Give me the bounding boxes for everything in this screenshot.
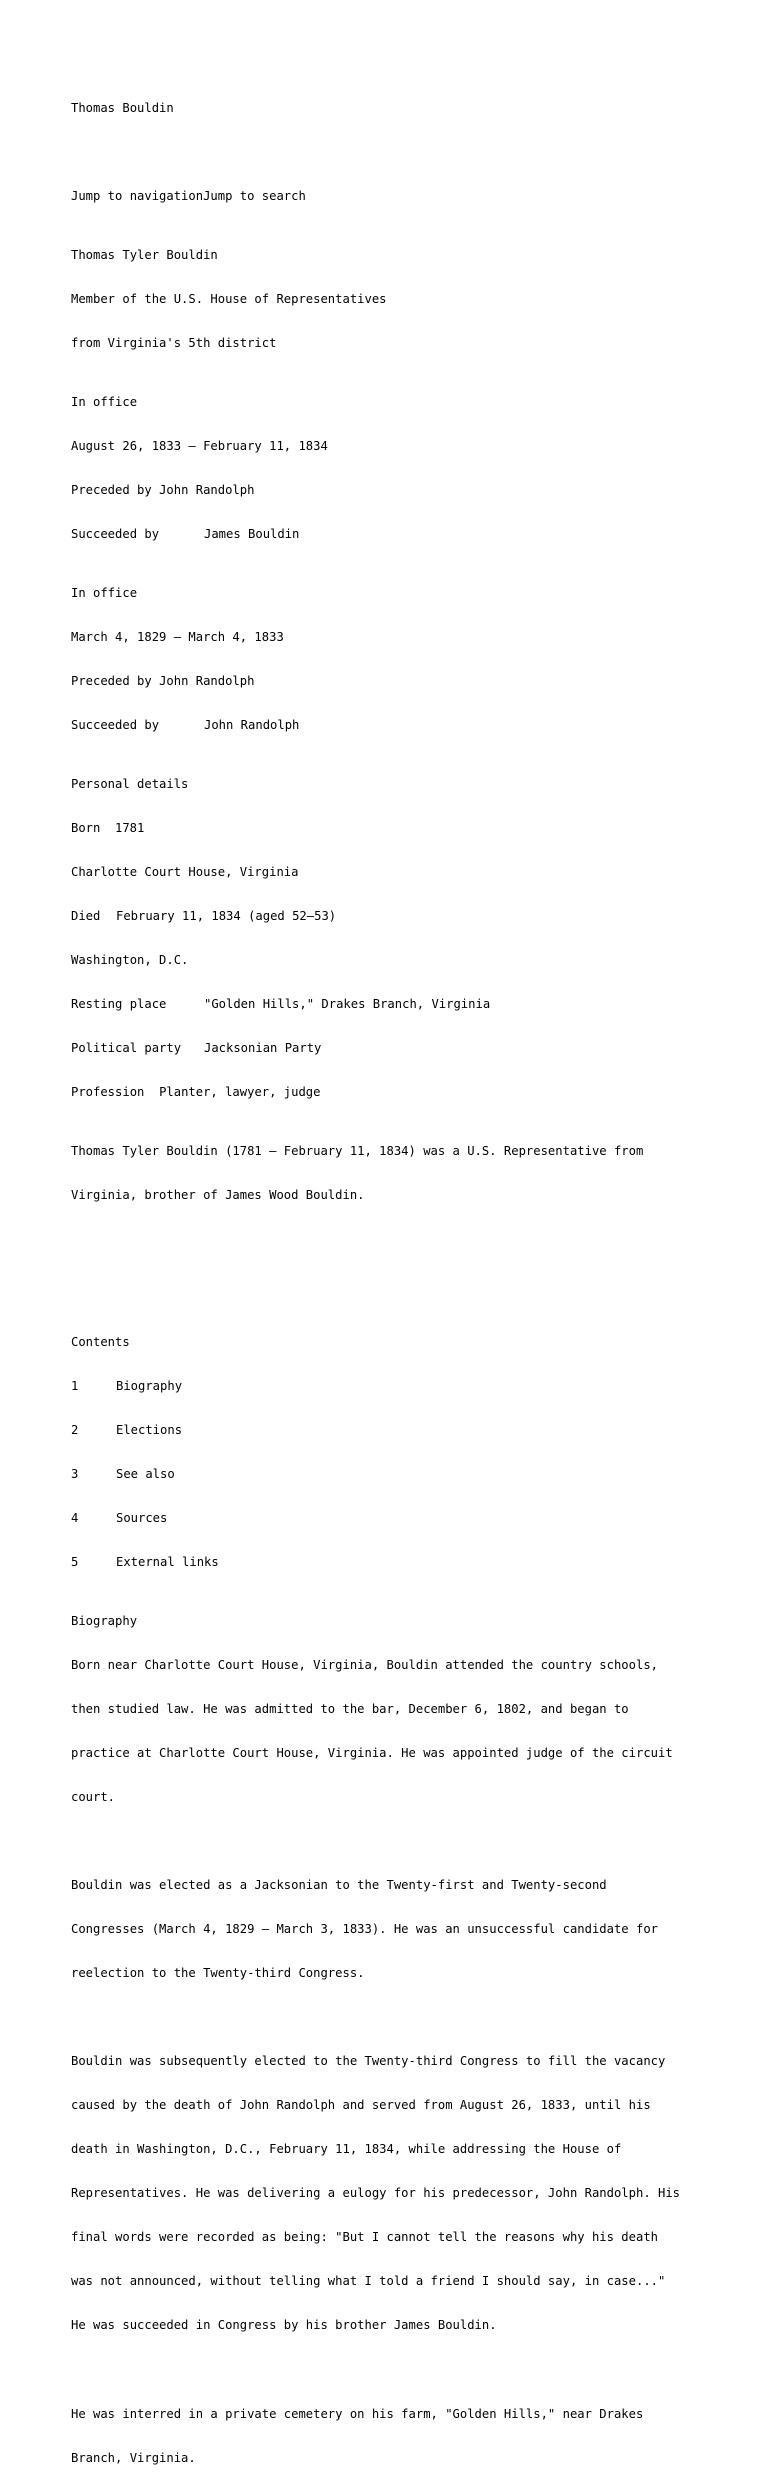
infobox-office-title: Member of the U.S. House of Representatives (71, 292, 387, 307)
preceded-link[interactable]: John Randolph (159, 674, 255, 688)
succeeded-label: Succeeded by (71, 718, 160, 733)
biography-p3-line: caused by the death of John Randolph and served from August 26, 1833, until his (71, 2098, 651, 2113)
toc-item[interactable] (71, 1423, 711, 1438)
toc-item[interactable] (71, 1555, 711, 1570)
jump-links (71, 189, 711, 204)
spacer (71, 2010, 711, 2025)
personal-details-header: Personal details (71, 776, 189, 791)
term-1-preceded (71, 483, 711, 498)
spacer (71, 1834, 711, 1849)
toc-link-sources[interactable]: Sources (116, 1510, 168, 1525)
toc-item[interactable] (71, 1379, 711, 1394)
infobox-office-district: from Virginia's 5th district (71, 336, 277, 351)
term-2-in-office: In office (71, 585, 138, 600)
preceded-link[interactable]: John Randolph (159, 483, 255, 498)
biography-p2-line: Congresses (March 4, 1829 – March 3, 1833). He was an unsuccessful candidate for (71, 1922, 658, 1937)
term-2-preceded (71, 674, 711, 689)
biography-p3-line: death in Washington, D.C., February 11, 1834, while addressing the House of (71, 2142, 622, 2157)
biography-p4-line: He was interred in a private cemetery on his farm, "Golden Hills," near Drakes (71, 2406, 644, 2421)
toc-number: 5 (71, 1554, 79, 1569)
biography-p2-line: reelection to the Twenty-third Congress. (71, 1966, 365, 1981)
intro-line: Thomas Tyler Bouldin (1781 – February 11, 1834) was a U.S. Representative from (71, 1143, 644, 1158)
party-row (71, 1041, 711, 1056)
term-1-in-office: In office (71, 395, 138, 410)
born-row (71, 821, 711, 836)
toc-item[interactable] (71, 1511, 711, 1526)
article-title: Thomas Bouldin (71, 101, 174, 116)
article-page (71, 72, 711, 2480)
biography-heading: Biography (71, 1613, 138, 1628)
party-label: Political party (71, 1041, 182, 1056)
biography-p1-line: practice at Charlotte Court House, Virginia. He was appointed judge of the circuit (71, 1745, 673, 1760)
term-1-dates: August 26, 1833 – February 11, 1834 (71, 439, 328, 454)
contents-heading: Contents (71, 1334, 130, 1349)
jump-to-search-link[interactable]: Jump to search (203, 189, 306, 204)
toc-number: 4 (71, 1510, 79, 1525)
term-2-dates: March 4, 1829 – March 4, 1833 (71, 629, 284, 644)
toc-link-elections[interactable]: Elections (116, 1422, 183, 1437)
biography-p3-line: was not announced, without telling what I told a friend I should say, in case..." (71, 2274, 666, 2289)
biography-p1-line: then studied law. He was admitted to the bar, December 6, 1802, and began to (71, 1701, 629, 1716)
died-label: Died (71, 908, 101, 923)
toc-link-external-links[interactable]: External links (116, 1554, 219, 1569)
biography-p2-line: Bouldin was elected as a Jacksonian to the Twenty-first and Twenty-second (71, 1877, 607, 1892)
party-link[interactable]: Jacksonian Party (204, 1041, 322, 1056)
profession-value: Planter, lawyer, judge (159, 1085, 321, 1100)
died-value: February 11, 1834 (aged 52–53) (116, 908, 337, 923)
spacer (71, 1232, 711, 1247)
died-row (71, 909, 711, 924)
born-label: Born (71, 820, 101, 835)
biography-p3-line: Representatives. He was delivering a eulogy for his predecessor, John Randolph. His (71, 2186, 681, 2201)
term-2-succeeded (71, 718, 711, 733)
succeeded-link[interactable]: James Bouldin (204, 527, 300, 542)
toc-number: 1 (71, 1378, 79, 1393)
profession-row (71, 1085, 711, 1100)
preceded-label: Preceded by (71, 674, 152, 688)
biography-p3-line: He was succeeded in Congress by his brother James Bouldin. (71, 2318, 497, 2333)
term-1-succeeded (71, 527, 711, 542)
died-place: Washington, D.C. (71, 952, 189, 967)
toc-number: 2 (71, 1422, 79, 1437)
spacer (71, 1276, 711, 1291)
spacer (71, 145, 711, 160)
succeeded-link[interactable]: John Randolph (204, 718, 300, 733)
toc-number: 3 (71, 1466, 79, 1481)
resting-label: Resting place (71, 997, 167, 1012)
biography-p3-line: final words were recorded as being: "But I cannot tell the reasons why his death (71, 2230, 658, 2245)
toc-item[interactable] (71, 1467, 711, 1482)
biography-p1-line: Born near Charlotte Court House, Virginia, Bouldin attended the country schools, (71, 1657, 658, 1672)
toc-link-see-also[interactable]: See also (116, 1466, 175, 1481)
born-place: Charlotte Court House, Virginia (71, 864, 299, 879)
spacer (71, 2362, 711, 2377)
profession-label: Profession (71, 1085, 145, 1100)
biography-p4-line: Branch, Virginia. (71, 2450, 196, 2465)
resting-row (71, 997, 711, 1012)
biography-p3-line: Bouldin was subsequently elected to the Twenty-third Congress to fill the vacancy (71, 2054, 666, 2069)
preceded-label: Preceded by (71, 483, 152, 498)
intro-line: Virginia, brother of James Wood Bouldin. (71, 1187, 365, 1202)
jump-to-navigation-link[interactable]: Jump to navigation (71, 189, 204, 204)
succeeded-label: Succeeded by (71, 527, 160, 542)
toc-link-biography[interactable]: Biography (116, 1378, 183, 1393)
born-value: 1781 (115, 820, 145, 835)
infobox-name: Thomas Tyler Bouldin (71, 248, 218, 263)
biography-p1-line: court. (71, 1789, 116, 1804)
resting-value: "Golden Hills," Drakes Branch, Virginia (204, 997, 491, 1012)
